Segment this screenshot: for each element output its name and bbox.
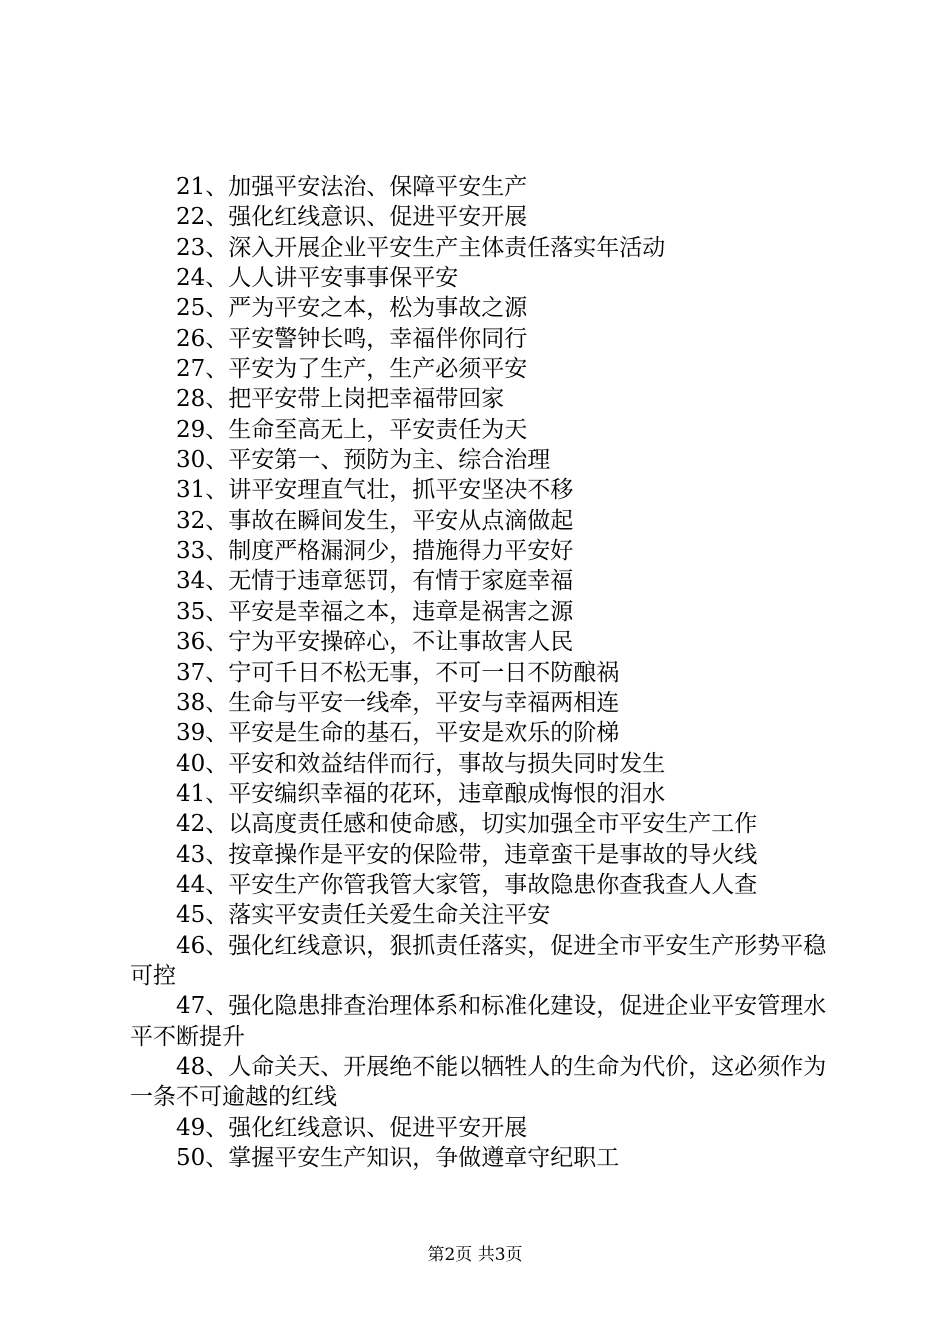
page-footer <box>0 1244 950 1266</box>
list-item: 33、制度严格漏洞少，措施得力平安好 <box>176 538 574 565</box>
list-item: 32、事故在瞬间发生，平安从点滴做起 <box>176 507 574 534</box>
list-item: 40、平安和效益结伴而行，事故与损失同时发生 <box>176 750 666 777</box>
list-item: 30、平安第一、预防为主、综合治理 <box>176 447 551 474</box>
list-item: 27、平安为了生产，生产必须平安 <box>176 356 528 383</box>
list-item: 35、平安是幸福之本，违章是祸害之源 <box>176 598 574 625</box>
list-item: 49、强化红线意识、促进平安开展 <box>176 1114 528 1141</box>
document-body <box>130 172 830 1173</box>
list-item: 23、深入开展企业平安生产主体责任落实年活动 <box>176 234 666 261</box>
list-item: 47、强化隐患排查治理体系和标准化建设，促进企业平安管理水平不断提升 <box>130 993 827 1050</box>
list-item: 42、以高度责任感和使命感，切实加强全市平安生产工作 <box>176 811 758 838</box>
list-item: 29、生命至高无上，平安责任为天 <box>176 416 528 443</box>
list-item: 36、宁为平安操碎心，不让事故害人民 <box>176 629 574 656</box>
list-item: 28、把平安带上岗把幸福带回家 <box>176 386 505 413</box>
list-item: 39、平安是生命的基石，平安是欢乐的阶梯 <box>176 720 620 747</box>
list-item: 37、宁可千日不松无事，不可一日不防酿祸 <box>176 659 620 686</box>
list-item: 21、加强平安法治、保障平安生产 <box>176 174 528 200</box>
list-item: 48、人命关天、开展绝不能以牺牲人的生命为代价，这必须作为一条不可逾越的红线 <box>130 1053 827 1111</box>
list-item: 25、严为平安之本，松为事故之源 <box>176 295 528 322</box>
list-item: 43、按章操作是平安的保险带，违章蛮干是事故的导火线 <box>176 841 758 868</box>
list-item: 44、平安生产你管我管大家管，事故隐患你查我查人人查 <box>176 871 758 898</box>
list-item: 46、强化红线意识，狠抓责任落实，促进全市平安生产形势平稳可控 <box>130 932 827 989</box>
list-item: 34、无情于违章惩罚，有情于家庭幸福 <box>176 568 574 595</box>
list-item: 41、平安编织幸福的花环，违章酿成悔恨的泪水 <box>176 780 666 807</box>
page-number-label: 第2页 共3页 <box>427 1245 523 1265</box>
list-item: 50、掌握平安生产知识，争做遵章守纪职工 <box>176 1145 620 1171</box>
list-item: 45、落实平安责任关爱生命关注平安 <box>176 902 551 929</box>
list-item: 22、强化红线意识、促进平安开展 <box>176 204 528 231</box>
list-item: 38、生命与平安一线牵，平安与幸福两相连 <box>176 689 620 716</box>
list-item: 31、讲平安理直气壮，抓平安坚决不移 <box>176 477 574 504</box>
list-item: 26、平安警钟长鸣，幸福伴你同行 <box>176 325 528 352</box>
list-item: 24、人人讲平安事事保平安 <box>176 265 459 292</box>
